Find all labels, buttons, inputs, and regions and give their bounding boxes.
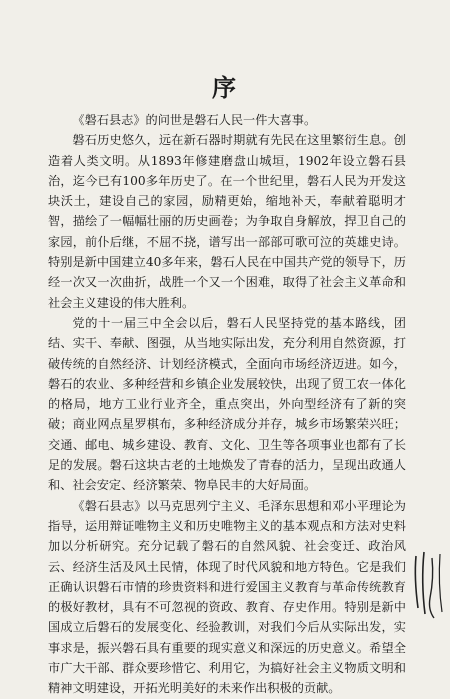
page-title: 序 bbox=[212, 74, 238, 102]
paragraph: 《磐石县志》以马克思列宁主义、毛泽东思想和邓小平理论为指导，运用辩证唯物主义和历史唯物主义的基本观点和方法对史料加以分析研究。充分记载了磐石的自然风貌、社会变迁、政治风云、经济生活及风土民情，体现了时代风貌和地方特色。它是我们正确认识磐石市情的珍贵资料和进行爱国主义教育与革命传统教育的极好教材，具有不可忽视的资政、教育、存史作用。特别是新中国成立后磐石的发展变化、经验教训，对我们今后从实际出发，实事求是，振兴磐石具有重要的现实意义和深远的历史意义。希望全市广大干部、群众要珍惜它、利用它，为搞好社会主义物质文明和精神文明建设，开拓光明美好的未来作出积极的贡献。 bbox=[48, 498, 406, 696]
body-text bbox=[48, 110, 406, 699]
paragraph: 《磐石县志》的问世是磐石人民一件大喜事。 bbox=[72, 113, 317, 127]
paragraph: 磐石历史悠久，远在新石器时期就有先民在这里繁衍生息。创造着人类文明。从1893年修建磨盘山城垣，1902年设立磐石县治，迄今已有100多年历史了。在一个世纪里，磐石人民为开发这块沃土，建设自己的家园，励精更始，缩地补天，奉献着聪明才智，描绘了一幅幅壮丽的历史画卷；为争取自身解放，捍卫自己的家园，前仆后继，不屈不挠，谱写出一部部可歌可泣的英雄史诗。特别是新中国建立40多年来，磐石人民在中国共产党的领导下，历经一次又一次曲折，战胜一个又一个困难，取得了社会主义革命和社会主义建设的伟大胜利。 bbox=[48, 133, 406, 310]
paragraph: 党的十一届三中全会以后，磐石人民坚持党的基本路线，团结、实干、奉献、图强，从当地实际出发，充分利用自然资源，打破传统的自然经济、计划经济模式，全面向市场经济迈进。如今，磐石的农业、多种经营和乡镇企业发展较快，出现了贸工农一体化的格局，地方工业行业齐全，重点突出，外向型经济有了新的突破；商业网点星罗棋布，多种经济成分并存，城乡市场繁荣兴旺；交通、邮电、城乡建设、教育、文化、卫生等各项事业也都有了长足的发展。磐石这块古老的土地焕发了青春的活力，呈现出政通人和、社会安定、经济繁荣、物阜民丰的大好局面。 bbox=[48, 315, 406, 493]
handwritten-pen-mark bbox=[410, 548, 450, 620]
